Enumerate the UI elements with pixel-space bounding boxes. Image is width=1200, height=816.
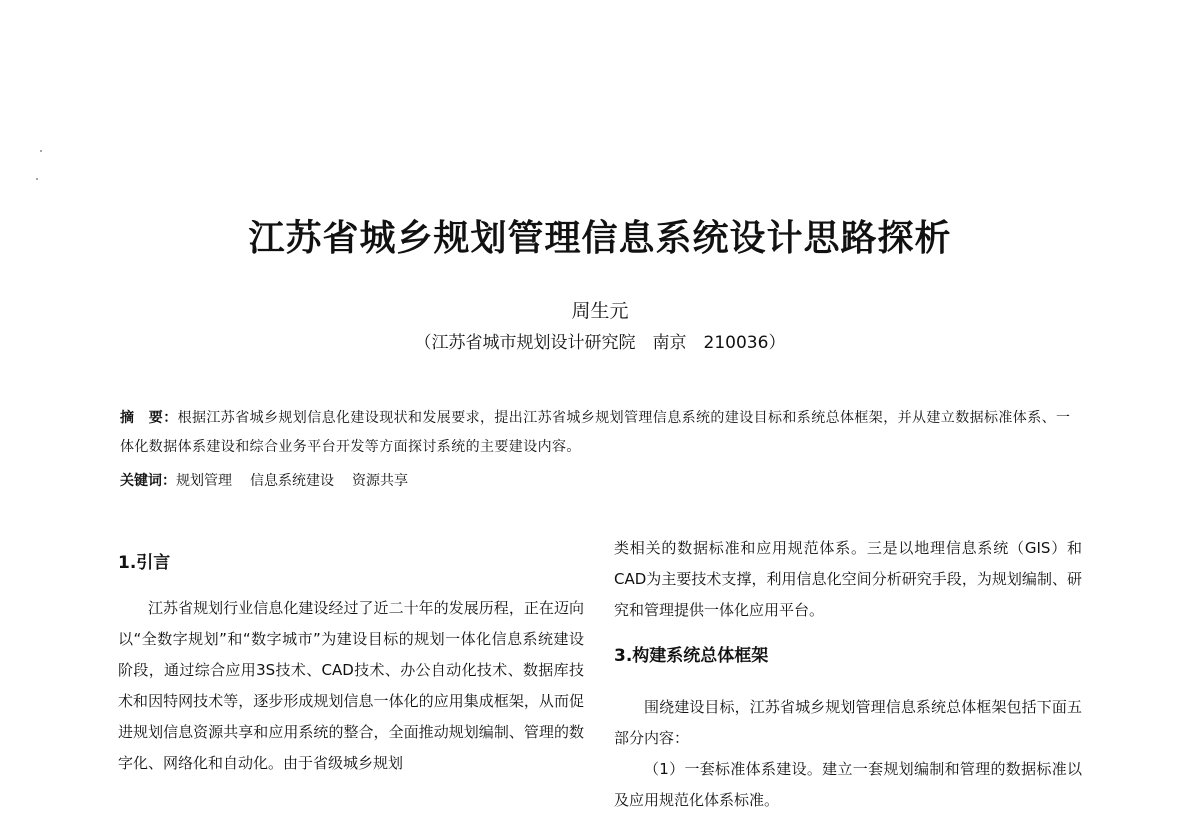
continuation-paragraph: 类相关的数据标准和应用规范体系。三是以地理信息系统（GIS）和CAD为主要技术支撑，利用信息化空间分析研究手段，为规划编制、研究和管理提供一体化应用平台。 [614, 539, 1082, 619]
framework-paragraph: 围绕建设目标，江苏省城乡规划管理信息系统总体框架包括下面五部分内容： [614, 698, 1082, 747]
keyword-item: 信息系统建设 [250, 473, 334, 489]
intro-paragraph: 江苏省规划行业信息化建设经过了近二十年的发展历程，正在迈向以“全数字规划”和“数字城市”为建设目标的规划一体化信息系统建设阶段，通过综合应用3S技术、CAD技术、办公自动化技术、数据库技术和因特网技术等，逐步形成规划信息一体化的应用集成框架，从而促进规划信息资源共享和应用系统的整合，全面推动规划编制、管理的数字化、网络化和自动化。由于省级城乡规划 [118, 599, 584, 772]
keyword-item: 规划管理 [176, 473, 232, 489]
section-heading-framework: 3.构建系统总体框架 [614, 646, 769, 666]
paper-title: 江苏省城乡规划管理信息系统设计思路探析 [248, 218, 952, 259]
keywords [120, 468, 1080, 494]
scan-speck [40, 150, 42, 152]
abstract [120, 404, 1080, 462]
abstract-text: 根据江苏省城乡规划信息化建设现状和发展要求，提出江苏省城乡规划管理信息系统的建设目标和系统总体框架，并从建立数据标准体系、一体化数据体系建设和综合业务平台开发等方面探讨系统的主要建设内容。 [120, 410, 1071, 455]
keyword-item: 资源共享 [352, 473, 408, 489]
right-column [614, 533, 1082, 816]
author-name: 周生元 [571, 300, 629, 322]
framework-item-1: （1）一套标准体系建设。建立一套规划编制和管理的数据标准以及应用规范化体系标准。 [614, 760, 1082, 809]
left-column [118, 545, 584, 779]
scan-speck [36, 178, 38, 180]
abstract-label: 摘 要： [120, 410, 178, 426]
keywords-label: 关键词： [120, 473, 176, 489]
author-affiliation: （江苏省城市规划设计研究院 南京 210036） [414, 333, 786, 353]
section-heading-intro: 1.引言 [118, 553, 171, 573]
